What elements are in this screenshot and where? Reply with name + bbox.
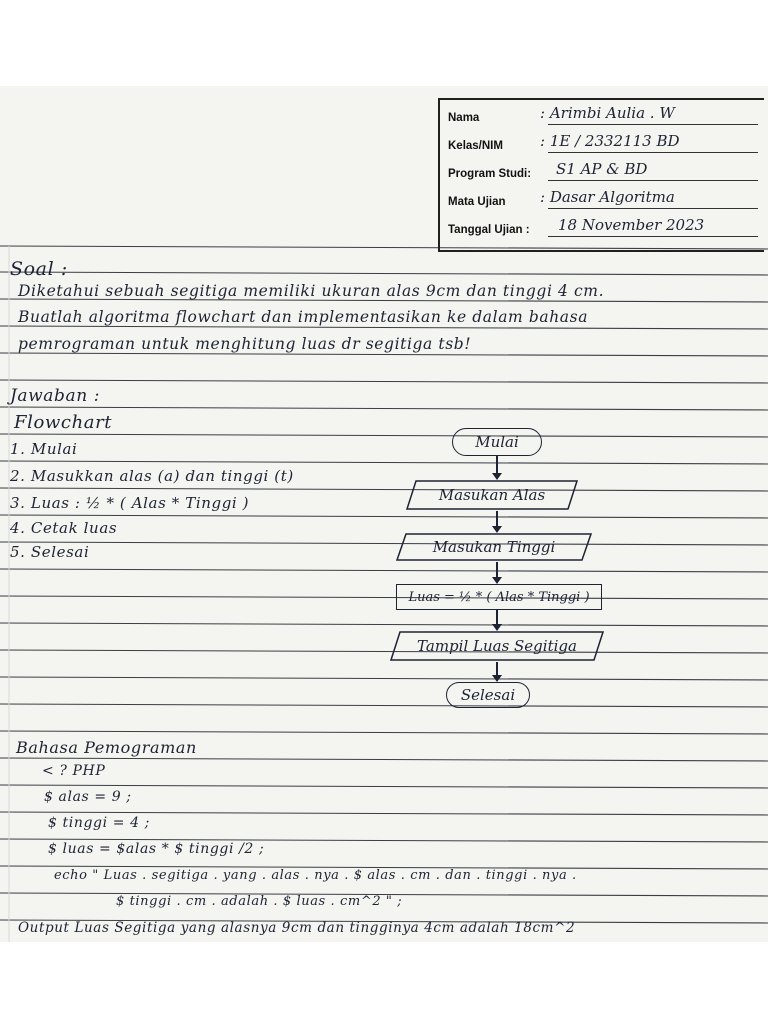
identity-box <box>438 98 764 252</box>
question-line-2: Buatlah algoritma flowchart dan implementasikan ke dalam bahasa <box>18 308 589 326</box>
step-5: 5. Selesai <box>10 543 90 561</box>
class-nim-label: Kelas/NIM <box>448 140 503 152</box>
step-2: 2. Masukkan alas (a) dan tinggi (t) <box>10 467 294 485</box>
flow-arrow-2 <box>496 511 498 531</box>
step-1: 1. Mulai <box>10 440 78 458</box>
program-value: S1 AP & BD <box>556 160 648 178</box>
name-label: Nama <box>448 112 480 124</box>
flowchart-end: Selesai <box>446 682 530 708</box>
flowchart-start: Mulai <box>452 428 542 456</box>
code-line-2: $ alas = 9 ; <box>44 789 132 805</box>
flow-arrow-3 <box>496 562 498 582</box>
flowchart-input-alas: Masukan Alas <box>438 486 546 504</box>
exam-date-label: Tanggal Ujian : <box>448 224 530 236</box>
code-line-5: echo " Luas . segitiga . yang . alas . nya . $ alas . cm . dan . tinggi . nya . <box>54 868 577 883</box>
step-3: 3. Luas : ½ * ( Alas * Tinggi ) <box>10 494 250 512</box>
step-4: 4. Cetak luas <box>10 519 118 537</box>
answer-heading: Jawaban : <box>10 386 101 406</box>
program-heading: Bahasa Pemograman <box>16 738 197 757</box>
question-line-3: pemrograman untuk menghitung luas dr segitiga tsb! <box>18 335 472 353</box>
program-label: Program Studi: <box>448 168 532 180</box>
flowchart-process-luas: Luas = ½ * ( Alas * Tinggi ) <box>396 584 602 610</box>
question-heading: Soal : <box>10 258 68 280</box>
class-nim-value: : 1E / 2332113 BD <box>540 132 680 150</box>
exam-date-value: 18 November 2023 <box>558 216 705 234</box>
flowchart-subheading: Flowchart <box>14 412 113 433</box>
flow-arrow-1 <box>496 456 498 478</box>
flowchart-input-tinggi: Masukan Tinggi <box>432 538 556 556</box>
flow-arrow-4 <box>496 609 498 629</box>
question-line-1: Diketahui sebuah segitiga memiliki ukuran alas 9cm dan tinggi 4 cm. <box>18 282 605 300</box>
subject-value: : Dasar Algoritma <box>540 188 675 206</box>
code-line-1: < ? PHP <box>42 763 106 779</box>
code-line-6: $ tinggi . cm . adalah . $ luas . cm^2 " ; <box>116 894 403 909</box>
flowchart-output: Tampil Luas Segitiga <box>417 637 577 655</box>
program-output: Output Luas Segitiga yang alasnya 9cm dan tingginya 4cm adalah 18cm^2 <box>18 920 576 936</box>
name-value: : Arimbi Aulia . W <box>540 104 675 122</box>
code-line-3: $ tinggi = 4 ; <box>48 815 150 831</box>
flow-arrow-5 <box>496 662 498 680</box>
code-line-4: $ luas = $alas * $ tinggi /2 ; <box>48 841 265 857</box>
notebook-page <box>0 86 768 942</box>
subject-label: Mata Ujian <box>448 196 506 208</box>
